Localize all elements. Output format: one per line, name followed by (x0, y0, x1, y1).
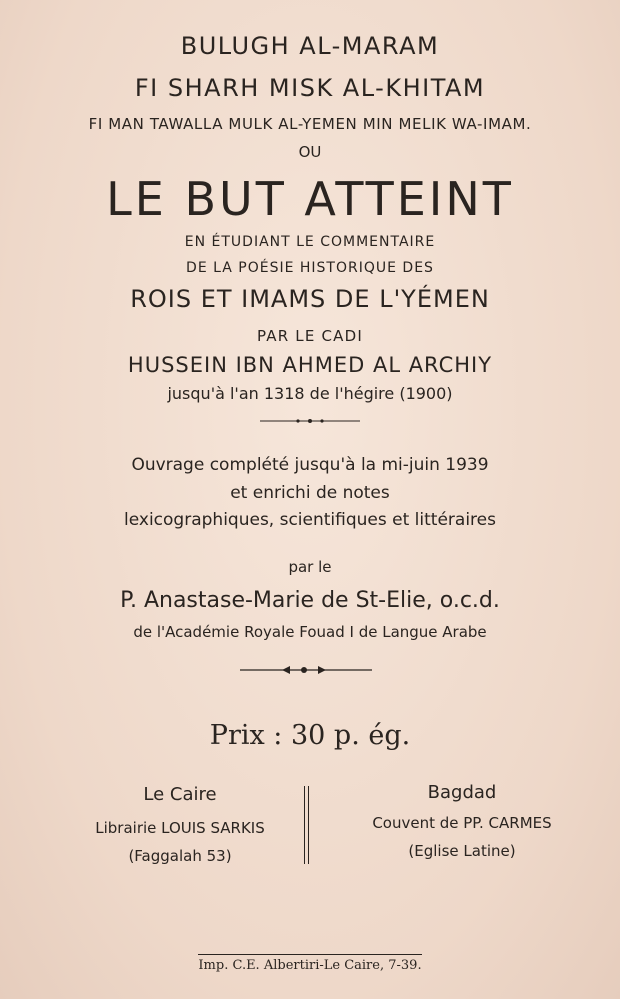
location-line-2: (Faggalah 53) (128, 847, 232, 865)
author-name: HUSSEIN IBN AHMED AL ARCHIY (127, 353, 493, 377)
location-line-1: Librairie LOUIS SARKIS (95, 819, 265, 837)
column-divider (308, 786, 309, 864)
ou-label: OU (298, 143, 322, 161)
location-city: Bagdad (427, 782, 497, 803)
description-line-3: lexicographiques, scientifiques et littéraires (124, 510, 496, 530)
main-title: LE BUT ATTEINT (106, 172, 514, 226)
location-line-1: Couvent de PP. CARMES (372, 814, 552, 832)
title-line-2: FI SHARH MISK AL-KHITAM (134, 74, 486, 102)
editor-affiliation: de l'Académie Royale Fouad I de Langue Arabe (133, 623, 487, 641)
par-le: par le (288, 558, 332, 576)
location-line-2: (Eglise Latine) (408, 842, 516, 860)
subtitle-line-2: DE LA POÉSIE HISTORIQUE DES (186, 260, 434, 276)
ornament-divider-icon (238, 664, 374, 676)
description-line-1: Ouvrage complété jusqu'à la mi-juin 1939 (131, 455, 489, 475)
date-note: jusqu'à l'an 1318 de l'hégire (1900) (167, 384, 453, 403)
subtitle-line-1: EN ÉTUDIANT LE COMMENTAIRE (184, 234, 436, 250)
imprint-rule (198, 954, 422, 955)
subtitle-line-3: ROIS ET IMAMS DE L'YÉMEN (130, 285, 490, 313)
imprint: Imp. C.E. Albertiri-Le Caire, 7-39. (198, 958, 422, 973)
ornament-divider-icon (258, 416, 362, 426)
column-divider (304, 786, 305, 864)
description-line-2: et enrichi de notes (230, 483, 390, 503)
title-line-3: FI MAN TAWALLA MULK AL-YEMEN MIN MELIK WA-IMAM. (88, 115, 532, 133)
title-line-1: BULUGH AL-MARAM (180, 32, 440, 60)
price: Prix : 30 p. ég. (209, 720, 411, 751)
location-city: Le Caire (143, 784, 217, 805)
par-le-cadi: PAR LE CADI (256, 327, 364, 345)
editor-name: P. Anastase-Marie de St-Elie, o.c.d. (120, 588, 500, 613)
